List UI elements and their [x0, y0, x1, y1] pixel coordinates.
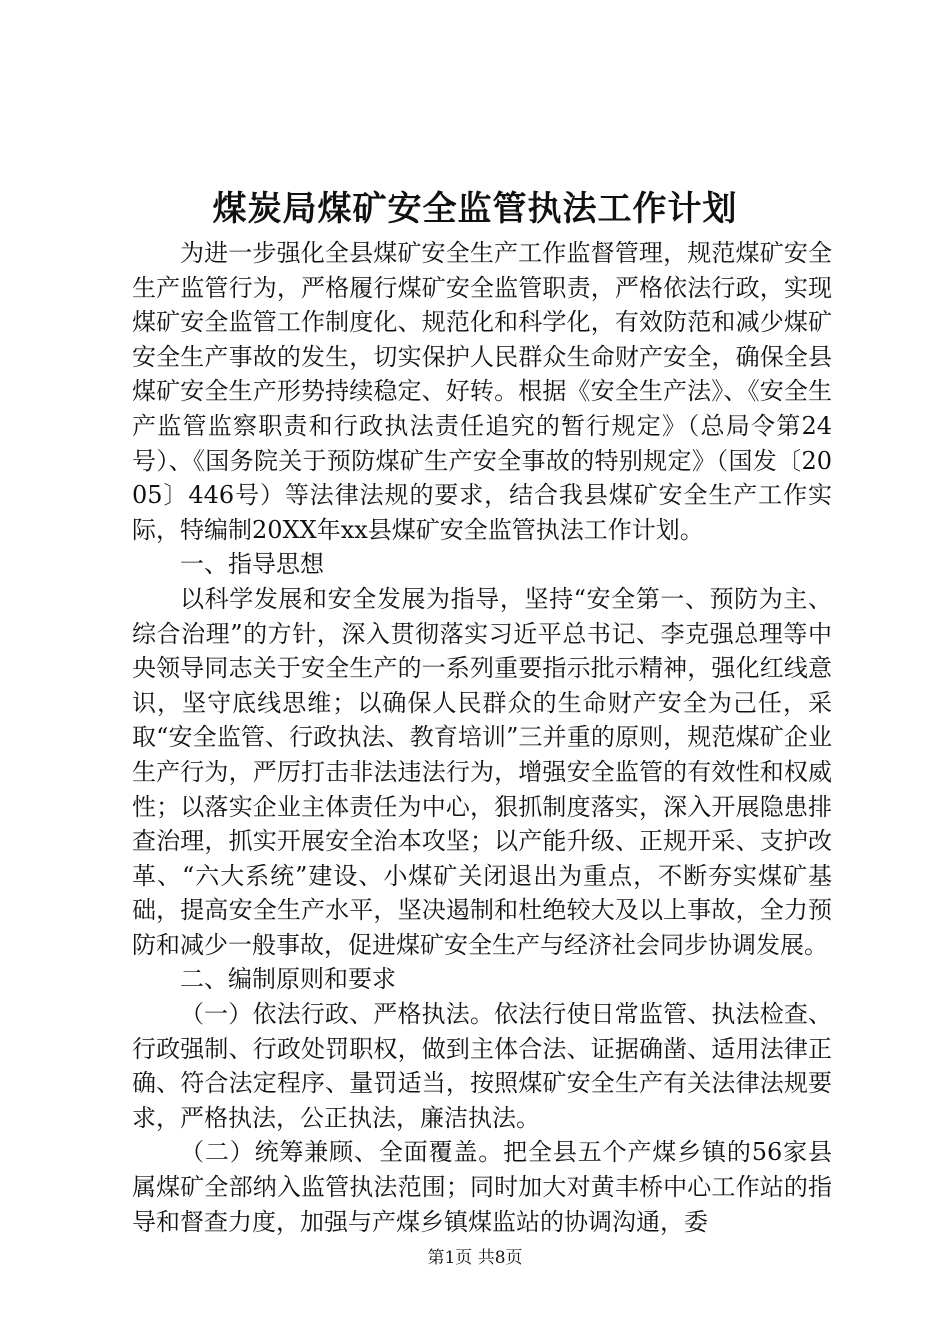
document-body: [132, 236, 832, 1239]
principle-item-2: （二）统筹兼顾、全面覆盖。把全县五个产煤乡镇的56家县属煤矿全部纳入监管执法范围；同时加大对黄丰桥中心工作站的指导和督查力度，加强与产煤乡镇煤监站的协调沟通，委: [132, 1138, 832, 1236]
document-title: 煤炭局煤矿安全监管执法工作计划: [212, 189, 738, 229]
page-footer: 第1页 共8页: [427, 1248, 523, 1268]
section-heading-guiding-thought: 一、指导思想: [180, 550, 324, 579]
principle-item-1: （一）依法行政、严格执法。依法行使日常监管、执法检查、行政强制、行政处罚职权，做到主体合法、证据确凿、适用法律正确、符合法定程序、量罚适当，按照煤矿安全生产有关法律法规要求，严格执法，公正执法，廉洁执法。: [132, 1000, 832, 1132]
intro-paragraph: 为进一步强化全县煤矿安全生产工作监督管理，规范煤矿安全生产监管行为，严格履行煤矿安全监管职责，严格依法行政，实现煤矿安全监管工作制度化、规范化和科学化，有效防范和减少煤矿安全生产事故的发生，切实保护人民群众生命财产安全，确保全县煤矿安全生产形势持续稳定、好转。根据《安全生产法》、《安全生产监管监察职责和行政执法责任追究的暂行规定》（总局令第24号）、《国务院关于预防煤矿生产安全事故的特别规定》（国发〔2005〕446号）等法律法规的要求，结合我县煤矿安全生产工作实际，特编制20XX年xx县煤矿安全监管执法工作计划。: [132, 239, 832, 544]
section-heading-principles: 二、编制原则和要求: [180, 965, 396, 994]
guiding-thought-paragraph: 以科学发展和安全发展为指导，坚持“安全第一、预防为主、综合治理”的方针，深入贯彻落实习近平总书记、李克强总理等中央领导同志关于安全生产的一系列重要指示批示精神，强化红线意识，坚守底线思维；以确保人民群众的生命财产安全为己任，采取“安全监管、行政执法、教育培训”三并重的原则，规范煤矿企业生产行为，严厉打击非法违法行为，增强安全监管的有效性和权威性；以落实企业主体责任为中心，狠抓制度落实，深入开展隐患排查治理，抓实开展安全治本攻坚；以产能升级、正规开采、支护改革、“六大系统”建设、小煤矿关闭退出为重点，不断夯实煤矿基础，提高安全生产水平，坚决遏制和杜绝较大及以上事故，全力预防和减少一般事故，促进煤矿安全生产与经济社会同步协调发展。: [132, 584, 832, 959]
